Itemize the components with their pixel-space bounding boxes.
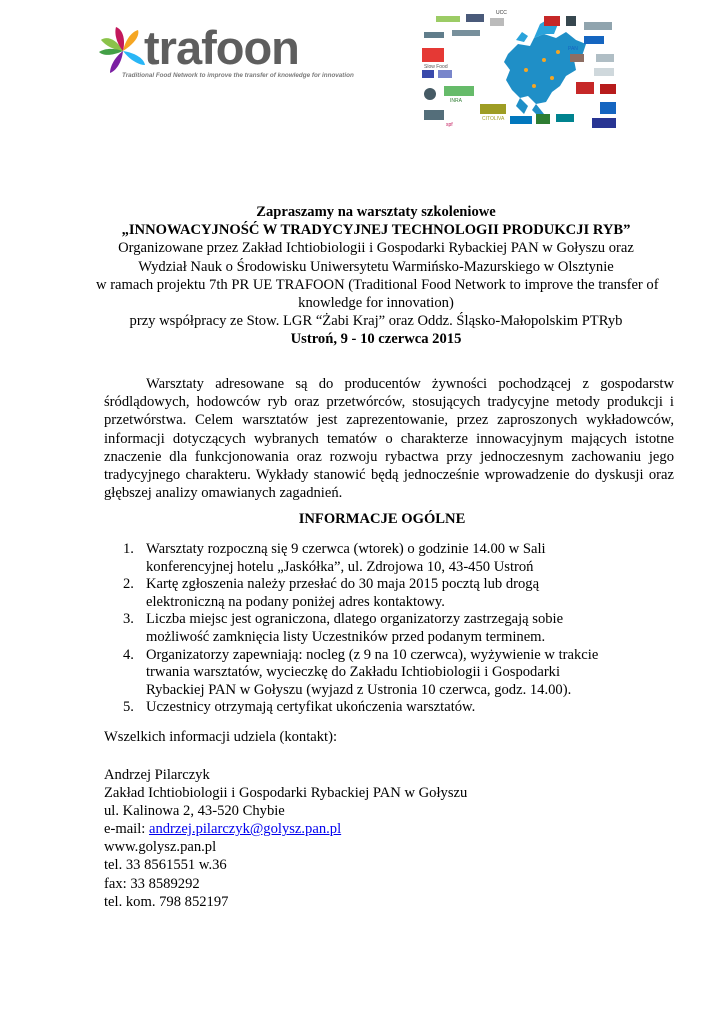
partner-label: Slow Food <box>424 64 448 70</box>
contact-name: Andrzej Pilarczyk <box>104 767 210 783</box>
trafoon-logo <box>98 21 368 86</box>
invite-line: Zapraszamy na warsztaty szkoleniowe <box>256 204 496 220</box>
list-item: 4. Organizatorzy zapewniają: nocleg (z 9 na 10 czerwca), wyżywienie w trakcie trwania warsztatów, wycieczkę do Zakładu Ichtiobiologii i Gospodarki Rybackiej PAN w Gołyszu (wyjazd z Ustronia 10 czerwca, godz. 14.00). <box>123 646 599 698</box>
partner-label: CITOLIVA <box>482 116 505 122</box>
logo-tagline: Traditional Food Network to improve the transfer of knowledge for innovation <box>122 72 354 79</box>
contact-institution: Zakład Ichtiobiologii i Gospodarki Rybackiej PAN w Gołyszu <box>104 785 468 802</box>
organizer-line: w ramach projektu 7th PR UE TRAFOON (Traditional Food Network to improve the transfer of <box>96 276 659 293</box>
intro-paragraph: Warsztaty adresowane są do producentów żywności pochodzącej z gospodarstw śródlądowych, hodowców ryb oraz przetwórców, stosujących tradycyjne metody produkcji i przetwórstwa. Celem warsztatów jest zaprezentowanie, przez zaproszonych wykładowców, informacji dotyczących wybranych tematów o charakterze innowacyjnym mających istotne znaczenie dla funkcjonowania oraz rozwoju rybactwa przy jednoczesnym zachowaniu jego tradycyjnego charakteru. Wykłady stanowić będą jednocześnie wprowadzenie do dyskusji oraz głębszej analizy omawianych zagadnień. <box>104 376 674 502</box>
list-item: 2. Kartę zgłoszenia należy przesłać do 30 maja 2015 pocztą lub drogą elektroniczną na podany poniżej adres kontaktowy. <box>123 576 540 610</box>
info-list <box>104 541 604 717</box>
list-item: 3. Liczba miejsc jest ograniczona, dlatego organizatorzy zastrzegają sobie możliwość zamknięcia listy Uczestników przed podanym terminem. <box>123 611 564 645</box>
contact-mobile: tel. kom. 798 852197 <box>104 893 229 910</box>
list-item: 5. Uczestnicy otrzymają certyfikat ukończenia warsztatów. <box>123 699 476 716</box>
contact-email-line: e-mail: andrzej.pilarczyk@golysz.pan.pl <box>104 821 342 838</box>
list-item: 1. Warsztaty rozpoczną się 9 czerwca (wtorek) o godzinie 14.00 w Sali konferencyjnej hotelu „Jaskółka”, ul. Zdrojowa 10, 43-450 Ustroń <box>123 541 546 575</box>
flower-logo-icon <box>98 26 148 76</box>
section-title: INFORMACJE OGÓLNE <box>298 511 466 527</box>
organizer-line: knowledge for innovation) <box>298 295 454 312</box>
contact-address: ul. Kalinowa 2, 43-520 Chybie <box>104 803 285 820</box>
partner-label: UCC <box>496 10 507 16</box>
date-place: Ustroń, 9 - 10 czerwca 2015 <box>290 331 462 348</box>
partner-label: spf <box>446 122 453 128</box>
contact-website: www.golysz.pan.pl <box>104 839 217 856</box>
contact-intro: Wszelkich informacji udziela (kontakt): <box>104 729 338 745</box>
partner-label: INRA <box>450 98 462 104</box>
contact-fax: fax: 33 8589292 <box>104 875 200 892</box>
logo-wordmark: trafoon <box>144 21 299 74</box>
contact-phone: tel. 33 8561551 w.36 <box>104 857 227 874</box>
workshop-title: „INNOWACYJNOŚĆ W TRADYCYJNEJ TECHNOLOGII PRODUKCJI RYB” <box>121 222 631 239</box>
organizer-line: przy współpracy ze Stow. LGR “Żabi Kraj” oraz Oddz. Śląsko-Małopolskim PTRyb <box>129 313 623 330</box>
europe-map-icon <box>416 10 628 134</box>
announcement-heading <box>96 203 659 349</box>
organizer-line: Wydział Nauk o Środowisku Uniwersytetu Warmińsko-Mazurskiego w Olsztynie <box>138 258 614 275</box>
contact-block <box>104 766 467 911</box>
email-link[interactable]: andrzej.pilarczyk@golysz.pan.pl <box>148 821 342 838</box>
partner-label: PAN <box>568 46 578 52</box>
partner-logos-map <box>416 10 628 134</box>
organizer-line: Organizowane przez Zakład Ichtiobiologii i Gospodarki Rybackiej PAN w Gołyszu oraz <box>118 240 634 257</box>
